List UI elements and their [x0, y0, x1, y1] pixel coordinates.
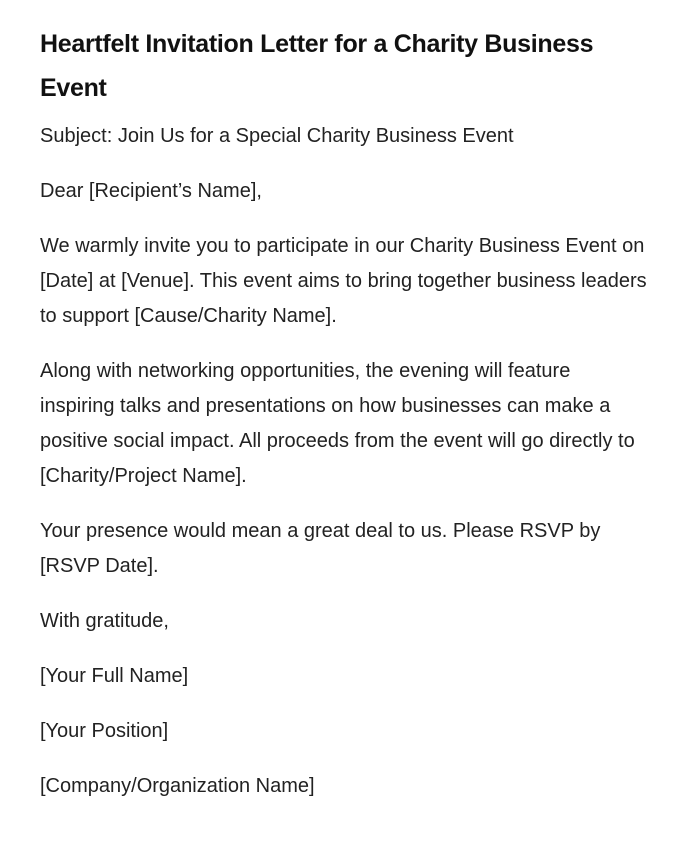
signature-organization: [Company/Organization Name]	[40, 775, 315, 797]
signature-position: [Your Position]	[40, 720, 169, 742]
greeting: Dear [Recipient’s Name],	[40, 180, 262, 202]
signature-name: [Your Full Name]	[40, 665, 189, 687]
body-paragraph-rsvp: Your presence would mean a great deal to us. Please RSVP by [RSVP Date].	[40, 520, 601, 577]
body-paragraph-invitation: We warmly invite you to participate in our Charity Business Event on [Date] at [Venue]. This event aims to bring together business leaders to support [Cause/Charity Name].	[40, 235, 647, 327]
closing: With gratitude,	[40, 610, 169, 632]
subject-line: Subject: Join Us for a Special Charity Business Event	[40, 125, 514, 147]
document-title: Heartfelt Invitation Letter for a Charity Business Event	[40, 30, 594, 102]
body-paragraph-details: Along with networking opportunities, the evening will feature inspiring talks and presentations on how businesses can make a positive social impact. All proceeds from the event will go directly to [Charity/Project Name].	[40, 360, 635, 487]
